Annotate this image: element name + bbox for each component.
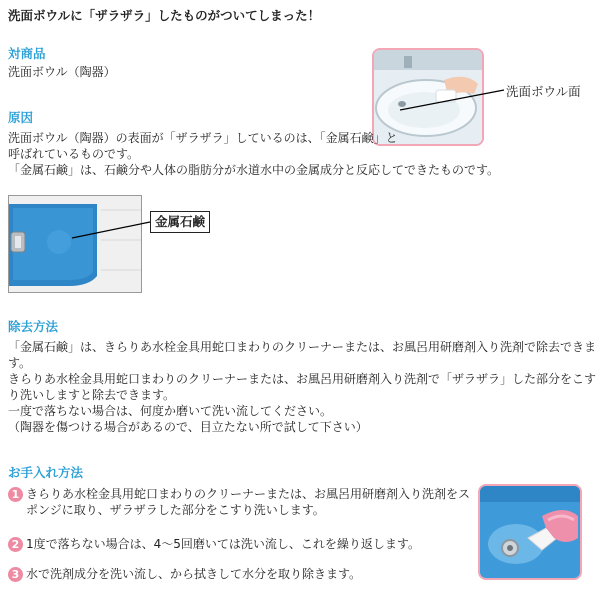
care-step-line: 水で洗剤成分を洗い流し、から拭きして水分を取り除きます。 <box>26 567 362 581</box>
bowl-pointer-line <box>400 86 506 114</box>
care-heading: お手入れ方法 <box>8 465 84 480</box>
target-heading: 対商品 <box>8 46 46 61</box>
cause-body <box>8 130 499 178</box>
removal-heading: 除去方法 <box>8 319 59 334</box>
removal-line: （陶器を傷つける場合があるので、目立たない所で試して下さい） <box>8 420 368 434</box>
removal-line: 一度で落ちない場合は、何度か磨いて洗い流してください。 <box>8 404 333 418</box>
step-number-badge: 3 <box>8 567 23 582</box>
removal-body <box>8 339 596 435</box>
removal-line: 「金属石鹸」は、きらりあ水栓金具用蛇口まわりのクリーナーまたは、お風呂用研磨剤入り洗剤で除去できま <box>8 340 597 354</box>
step-number-badge: 2 <box>8 537 23 552</box>
target-text: 洗面ボウル（陶器） <box>8 65 116 79</box>
step-number-badge: 1 <box>8 487 23 502</box>
cause-heading: 原因 <box>8 110 34 125</box>
cleaning-image <box>480 486 580 578</box>
care-step-line: きらりあ水栓金具用蛇口まわりのクリーナーまたは、お風呂用研磨剤入り洗剤をス <box>26 487 471 501</box>
removal-line: きらりあ水栓金具用蛇口まわりのクリーナーまたは、お風呂用研磨剤入り洗剤で「ザラザラ」した部分をこす <box>8 372 597 386</box>
care-step-line: 1度で落ちない場合は、4〜5回磨いては洗い流し、これを繰り返します。 <box>26 537 420 551</box>
cause-line: 「金属石鹸」は、石鹸分や人体の脂肪分が水道水中の金属成分と反応してできたものです。 <box>8 163 500 177</box>
removal-line: り洗いしますと除去できます。 <box>8 388 176 402</box>
metal-soap-photo <box>8 195 142 293</box>
cleaning-photo <box>478 484 582 580</box>
removal-line: す。 <box>8 356 32 370</box>
bowl-surface-label: 洗面ボウル面 <box>506 84 581 99</box>
cause-line: 呼ばれているものです。 <box>8 147 140 161</box>
care-step-line: ポンジに取り、ザラザラした部分をこすり洗いします。 <box>26 503 325 517</box>
cause-line: 洗面ボウル（陶器）の表面が「ザラザラ」しているのは、「金属石鹸」と <box>8 131 398 145</box>
soap-pointer-line <box>70 218 152 242</box>
metal-soap-image <box>9 196 141 292</box>
page-title: 洗面ボウルに「ザラザラ」したものがついてしまった！ <box>8 8 321 23</box>
metal-soap-label: 金属石鹸 <box>150 211 210 233</box>
